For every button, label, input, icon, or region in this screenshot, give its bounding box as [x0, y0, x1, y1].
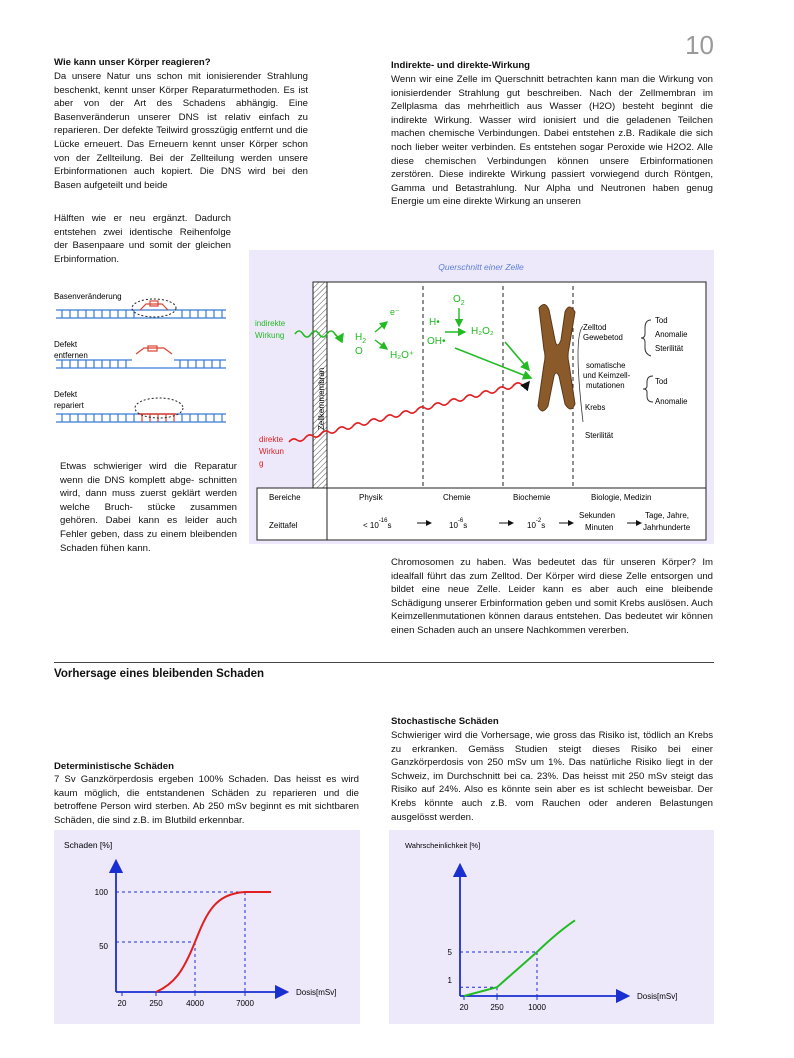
section-title: Vorhersage eines bleibenden Schaden: [54, 668, 265, 680]
outcome-gewebetod: Gewebetod: [583, 333, 623, 342]
outcome-anomalie-1: Anomalie: [655, 330, 688, 339]
outcome-sterilitaet-2: Sterilität: [585, 431, 614, 440]
time-biochemie: $10^{-2}s$: [527, 518, 546, 530]
direct-label-3: g: [259, 459, 264, 468]
o2-label: $O_2$: [453, 294, 465, 307]
dna-label-base-change: Basenveränderung: [54, 292, 122, 301]
chart2-xtick: 1000: [528, 1003, 546, 1012]
dna-label-defect-2a: Defekt: [54, 390, 78, 399]
page-number: 10: [685, 30, 714, 60]
electron-label: e⁻: [390, 307, 400, 317]
dna-highlight-2: [135, 398, 183, 418]
range-chemie: Chemie: [443, 493, 471, 502]
dna-label-defect-2b: repariert: [54, 401, 84, 410]
outcome-tod-1: Tod: [655, 316, 668, 325]
stochastic-chart: [389, 830, 714, 1024]
outcome-somatische: somatische: [586, 361, 626, 370]
dna-strand-1: [56, 310, 226, 318]
o-label: O: [355, 346, 363, 357]
deterministic-heading: Deterministische Schäden: [54, 761, 174, 772]
right-heading: Indirekte- und direkte-Wirkung: [391, 60, 531, 71]
dna-label-defect-1a: Defekt: [54, 340, 78, 349]
deterministic-chart: [54, 830, 360, 1024]
h-radical-label: H•: [429, 317, 440, 328]
time-bio-2a: Tage, Jahre,: [645, 511, 690, 520]
chart2-xlabel: Dosis[mSv]: [637, 992, 678, 1001]
diagram-title: Querschnitt einer Zelle: [438, 262, 524, 272]
chart1-xtick: 20: [117, 999, 127, 1008]
time-bio-1a: Sekunden: [579, 511, 616, 520]
range-biochemie: Biochemie: [513, 493, 551, 502]
range-physik: Physik: [359, 493, 383, 502]
outcome-sterilitaet-1: Sterilität: [655, 344, 684, 353]
dna-strand-3: [56, 414, 226, 422]
membrane-label: Zellkernmembran: [317, 367, 326, 430]
row-zeittafel: Zeittafel: [269, 521, 298, 530]
time-physik: < $10^{-16}s$: [363, 518, 392, 530]
outcome-tod-2: Tod: [655, 377, 668, 386]
stochastic-heading: Stochastische Schäden: [391, 716, 499, 727]
chart1-ylabel: Schaden [%]: [64, 840, 113, 850]
outcome-keimzell: und Keimzell-: [583, 371, 631, 380]
dna-repair-figure: [54, 288, 244, 438]
outcome-mutationen: mutationen: [586, 381, 625, 390]
chart1-ytick: 50: [99, 942, 108, 951]
range-biologie: Biologie, Medizin: [591, 493, 652, 502]
dna-strand-2: [56, 360, 226, 368]
left-paragraph-2: Hälften wie er neu ergänzt. Dadurch entstehen zwei identische Reihenfolge der Basenpaare und somit der gleichen Erbinformation.: [54, 213, 231, 265]
right-paragraph-2: Chromosomen zu haben. Was bedeutet das für unseren Körper? Im idealfall führt das zum Zelltod. Der Körper wird diese Zelle entsorgen und bildet eine neue Zelle. Leider kann es aber auch eine bleibende Schädigung unserer Erbinformation geben und somit Krebs auslösen. Auch Keimzellenmutationen können daraus entstehen. Das bedeutet wir können einen Schaden auch an unsere Nachkommen vererben.: [391, 557, 713, 636]
stochastic-text: Schwieriger wird die Vorhersage, wie gross das Risiko ist, tödlich an Krebs zu erkranken. Gemäss Studien steigt dieses Risiko bei einer Ganzkörperdosis von 250 mSv um 1%. Das natürliche Risiko liegt in der Schweiz, im Durchschnitt bei ca. 23%. Das heisst mit 250 mSv steigt das Risiko auf 24%. Also es könnte sein aber es ist schlecht beweisbar. Der Krebs könnte auch z.B. vom Rauchen oder anderen Belastungen ausgelösst werden.: [391, 730, 713, 823]
time-chemie: $10^{-6}s$: [449, 518, 468, 530]
chart1-ytick: 100: [94, 888, 108, 897]
time-bio-1b: Minuten: [585, 523, 614, 532]
outcome-krebs: Krebs: [585, 403, 606, 412]
left-paragraph-1: Da unsere Natur uns schon mit ionisierender Strahlung beschenkt, kennt unser Körper Reparaturmethoden. Es ist aber von der Art des Schadens abhängig. Eine Basenveränderun unserer DNS ist relativ einfach zu reparieren. Der defekte Teilwird grosszügig entfernt und die Lücke erneuert. Das Erneuern kennt unser Körper schon von der Zellteilung. Bei der Zellteilung werden unsere Erbinformationen auch kopiert. Die DNS wird bei den Basen aufgeteilt und beide: [54, 71, 308, 191]
chart2-ytick: 5: [447, 948, 452, 957]
h2o-plus-label: H₂O⁺: [390, 350, 415, 361]
h2-label: $H_2$: [355, 332, 367, 345]
oh-radical-label: OH•: [427, 336, 446, 347]
chart2-ytick: 1: [447, 976, 452, 985]
chart1-xtick: 4000: [186, 999, 204, 1008]
chart1-xlabel: Dosis[mSv]: [296, 988, 337, 997]
dna-highlight-1: [132, 299, 176, 317]
chart2-xtick: 20: [459, 1003, 469, 1012]
section-divider: [54, 662, 714, 663]
chart2-xtick: 250: [490, 1003, 504, 1012]
indirect-label-1: indirekte: [255, 319, 286, 328]
direct-label-2: Wirkun: [259, 447, 284, 456]
cell-cross-section-diagram: [249, 250, 714, 544]
indirect-label-2: Wirkung: [255, 331, 285, 340]
chart1-xtick: 7000: [236, 999, 254, 1008]
h2o2-label: H₂O₂: [471, 326, 494, 337]
right-paragraph-1: Wenn wir eine Zelle im Querschnitt betrachten kann man die Wirkung von ionisierdender Strahlung gut beschreiben. Nach der Zellmembran im Zellplasma das mehrheitlich aus Wasser (H2O) besteht beginnt die indirekte Wirkung. Wasser wird ionisiert und die geladenen Teilchen machen chemische Verbindungen. Dabei entstehen z.B. Radikale die sich noch lieber weiter verbinden. Es entstehen sogar Peroxide wie H2O2. Alle diese chemischen Verbindungen können unsere Erbinformationen zerstören. Diese indirekte Wirkung passiert vorwiegend durch Röntgen, Gamma und Betastrahlung. Nur Alpha und Neutronen haben genug Energie um eine direkte Wirkung an unseren: [391, 74, 713, 208]
outcome-zelltod: Zelltod: [583, 323, 607, 332]
row-bereiche: Bereiche: [269, 493, 301, 502]
chart2-ylabel: Wahrscheinlichkeit [%]: [405, 841, 481, 850]
chart1-xtick: 250: [149, 999, 163, 1008]
outcome-anomalie-2: Anomalie: [655, 397, 688, 406]
deterministic-text: 7 Sv Ganzkörperdosis ergeben 100% Schaden. Das heisst es wird kaum möglich, die entstandenen Schäden zu reparieren und die betroffene Person wird sterben. Ab 250 mSv beginnt es mit sichtbaren Schäden, die sind z.B. im Blutbild erkennbar.: [54, 774, 359, 826]
time-bio-2b: Jahrhunderte: [643, 523, 691, 532]
left-paragraph-3: Etwas schwieriger wird die Reparatur wenn die DNS komplett abge- schnitten wird, dann muss zuerst geklärt werden welche Bruch- stücke zusammen gehören. Dabei kann es leider auch Fehler geben, dass zu einem bleibenden Schaden fühen kann.: [60, 461, 237, 554]
dna-label-defect-1b: entfernen: [54, 351, 88, 360]
direct-label-1: direkte: [259, 435, 284, 444]
left-heading: Wie kann unser Körper reagieren?: [54, 57, 211, 68]
